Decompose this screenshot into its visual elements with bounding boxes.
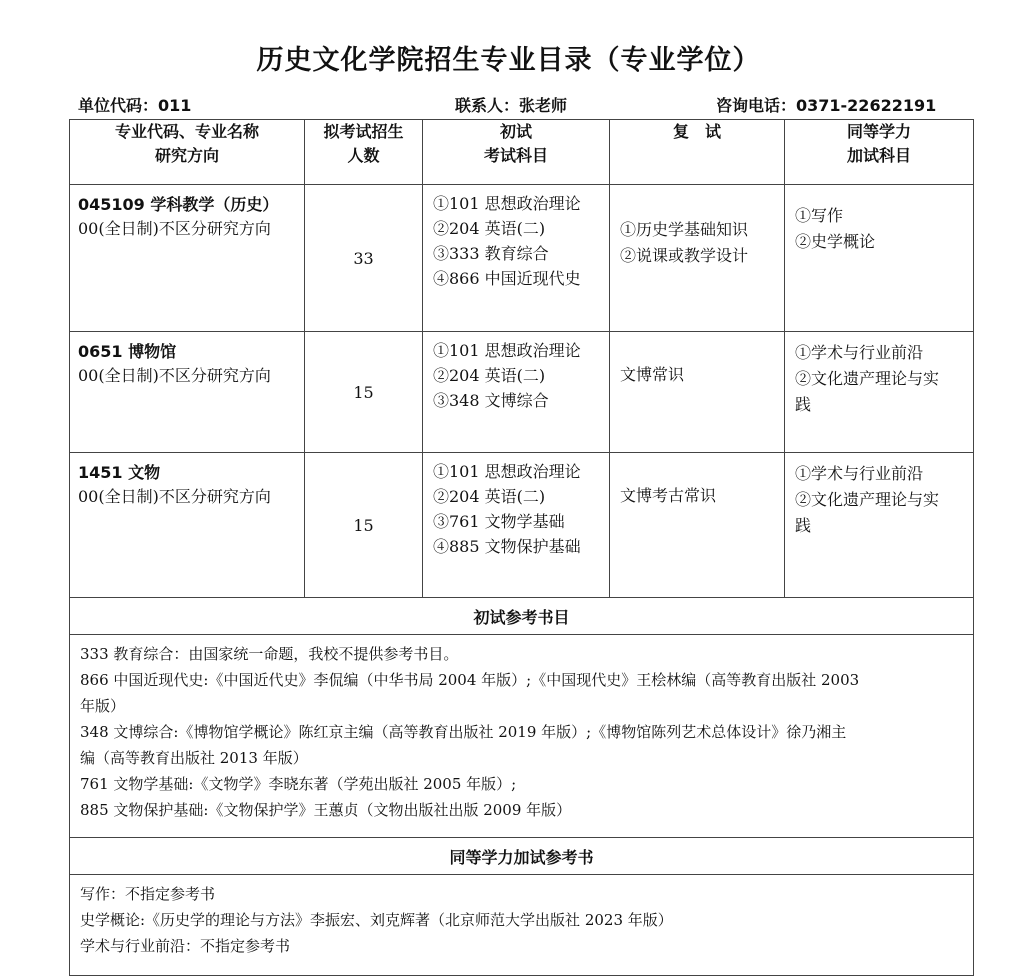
retest-subjects: [610, 332, 785, 453]
major-cell: [70, 185, 305, 332]
quota-cell: 15: [305, 332, 423, 453]
extra-refs-heading: 同等学力加试参考书: [70, 838, 974, 875]
prelim-refs-body: [70, 635, 974, 838]
extra-subject: ②文化遗产理论与实: [795, 490, 940, 509]
table-row: [70, 332, 974, 453]
col-header-prelim: 初试 考试科目: [423, 120, 610, 185]
prelim-subject: ③333 教育综合: [433, 244, 549, 263]
extra-refs-row: [70, 875, 974, 976]
prelim-subject: ③761 文物学基础: [433, 512, 565, 531]
quota-cell: 15: [305, 453, 423, 598]
unit-code: 单位代码：011: [78, 96, 192, 115]
col-header-major: 专业代码、专业名称 研究方向: [70, 120, 305, 185]
table-row: [70, 185, 974, 332]
extra-subjects: [785, 332, 974, 453]
ref-line: 年版）: [80, 697, 126, 715]
prelim-refs-heading-row: [70, 598, 974, 635]
extra-refs-heading-row: [70, 838, 974, 875]
extra-subject: ②文化遗产理论与实: [795, 369, 940, 388]
extra-subject: 践: [795, 395, 812, 414]
prelim-refs-heading: 初试参考书目: [70, 598, 974, 635]
retest-subject: 文博考古常识: [620, 486, 717, 505]
extra-subject: 践: [795, 516, 812, 535]
extra-subject: ①写作: [795, 206, 844, 225]
prelim-subject: ②204 英语(二): [433, 219, 546, 238]
table-header-row: [70, 120, 974, 185]
table-row: [70, 453, 974, 598]
page-title: 历史文化学院招生专业目录（专业学位）: [256, 45, 761, 76]
major-cell: [70, 453, 305, 598]
research-direction: 00(全日制)不区分研究方向: [78, 219, 271, 238]
retest-subject: 文博常识: [620, 365, 685, 384]
retest-subject: ①历史学基础知识: [620, 220, 749, 239]
retest-subjects: [610, 453, 785, 598]
prelim-subject: ④866 中国近现代史: [433, 269, 581, 288]
prelim-subject: ②204 英语(二): [433, 487, 546, 506]
research-direction: 00(全日制)不区分研究方向: [78, 487, 271, 506]
major-name: 1451 文物: [78, 463, 161, 482]
ref-line: 866 中国近现代史:《中国近代史》李侃编（中华书局 2004 年版）;《中国现代史》王桧林编（高等教育出版社 2003: [80, 671, 860, 689]
prelim-subject: ②204 英语(二): [433, 366, 546, 385]
extra-subject: ②史学概论: [795, 232, 876, 251]
prelim-subject: ①101 思想政治理论: [433, 194, 581, 213]
prelim-subject: ③348 文博综合: [433, 391, 549, 410]
extra-subject: ①学术与行业前沿: [795, 343, 924, 362]
extra-subjects: [785, 185, 974, 332]
extra-subjects: [785, 453, 974, 598]
extra-refs-body: [70, 875, 974, 976]
ref-line: 333 教育综合：由国家统一命题，我校不提供参考书目。: [80, 645, 459, 663]
ref-line: 学术与行业前沿：不指定参考书: [80, 937, 291, 955]
retest-subjects: [610, 185, 785, 332]
prelim-subjects: [423, 453, 610, 598]
prelim-subjects: [423, 332, 610, 453]
extra-subject: ①学术与行业前沿: [795, 464, 924, 483]
major-name: 045109 学科教学（历史）: [78, 195, 279, 214]
prelim-subjects: [423, 185, 610, 332]
col-header-extra: 同等学力 加试科目: [785, 120, 974, 185]
retest-subject: ②说课或教学设计: [620, 246, 749, 265]
col-header-retest: 复 试: [610, 120, 785, 185]
ref-line: 史学概论:《历史学的理论与方法》李振宏、刘克辉著（北京师范大学出版社 2023 年版）: [80, 911, 673, 929]
research-direction: 00(全日制)不区分研究方向: [78, 366, 271, 385]
quota-cell: 33: [305, 185, 423, 332]
prelim-subject: ④885 文物保护基础: [433, 537, 581, 556]
admission-catalog-table: [69, 119, 974, 976]
ref-line: 写作：不指定参考书: [80, 885, 216, 903]
major-name: 0651 博物馆: [78, 342, 177, 361]
major-cell: [70, 332, 305, 453]
prelim-refs-row: [70, 635, 974, 838]
ref-line: 885 文物保护基础:《文物保护学》王蕙贞（文物出版社出版 2009 年版）: [80, 801, 572, 819]
ref-line: 编（高等教育出版社 2013 年版）: [80, 749, 308, 767]
contact-person: 联系人：张老师: [455, 96, 568, 115]
ref-line: 348 文博综合:《博物馆学概论》陈红京主编（高等教育出版社 2019 年版）;《博物馆陈列艺术总体设计》徐乃湘主: [80, 723, 847, 741]
consult-phone: 咨询电话：0371-22622191: [716, 96, 937, 115]
ref-line: 761 文物学基础:《文物学》李晓东著（学苑出版社 2005 年版）;: [80, 775, 517, 793]
prelim-subject: ①101 思想政治理论: [433, 462, 581, 481]
prelim-subject: ①101 思想政治理论: [433, 341, 581, 360]
col-header-quota: 拟考试招生 人数: [305, 120, 423, 185]
